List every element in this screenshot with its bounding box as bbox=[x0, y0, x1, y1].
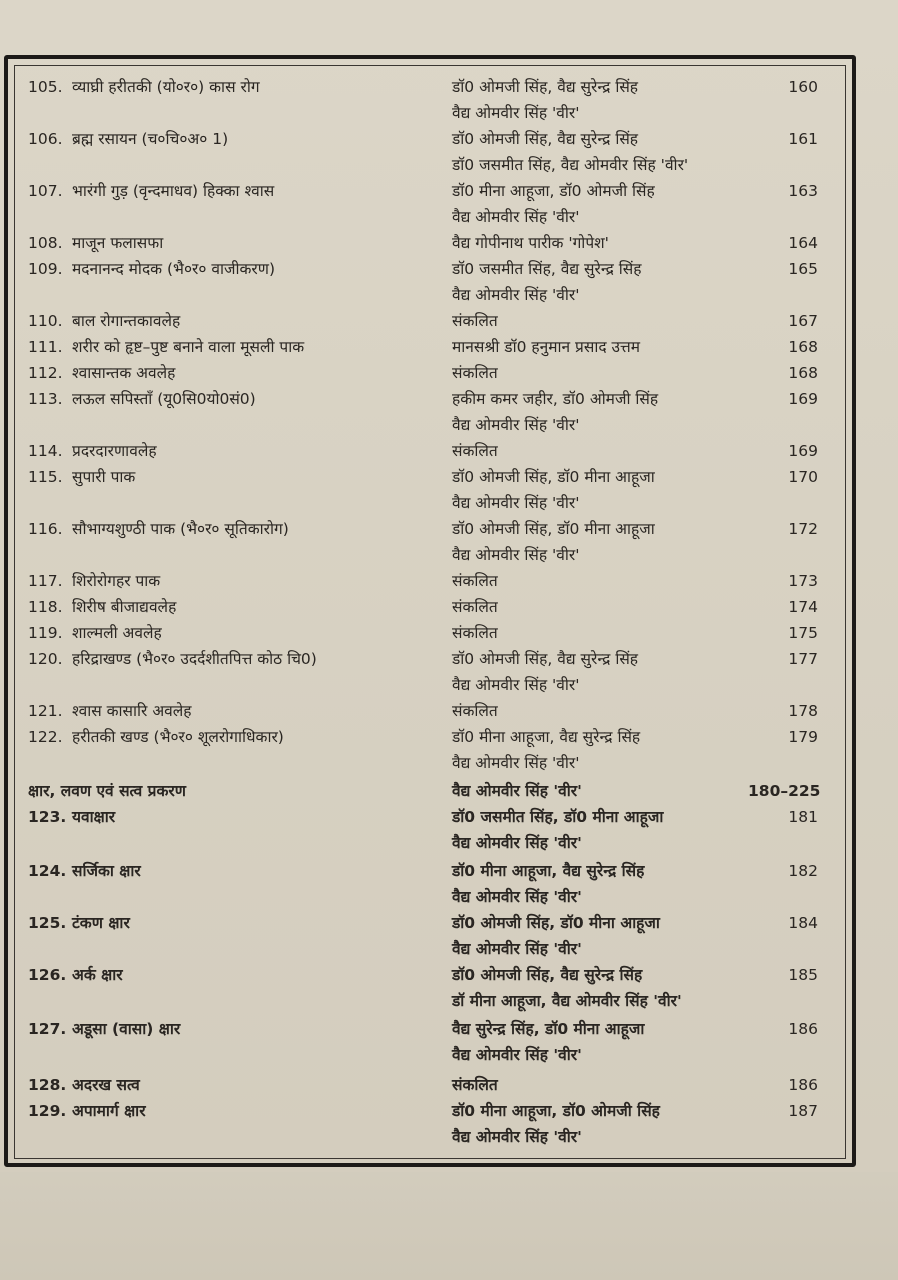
toc-entry bbox=[0, 518, 898, 570]
toc-entry bbox=[0, 1074, 898, 1100]
section-author: वैद्य ओमवीर सिंह 'वीर' bbox=[452, 782, 582, 800]
entry-page-number: 164 bbox=[788, 234, 818, 252]
entry-page-number: 184 bbox=[788, 914, 818, 932]
entry-number: 105. bbox=[28, 78, 63, 96]
toc-entry bbox=[0, 912, 898, 964]
entry-author: डॉ0 जसमीत सिंह, वैद्य ओमवीर सिंह 'वीर' bbox=[452, 156, 689, 174]
entry-page-number: 181 bbox=[788, 808, 818, 826]
entry-number: 128. bbox=[28, 1076, 67, 1094]
entry-author: संकलित bbox=[452, 364, 498, 382]
toc-entry bbox=[0, 1018, 898, 1070]
entry-title: अदरख सत्व bbox=[72, 1076, 140, 1094]
entry-author: वैद्य ओमवीर सिंह 'वीर' bbox=[452, 416, 580, 434]
entry-author: संकलित bbox=[452, 624, 498, 642]
entry-author: संकलित bbox=[452, 1076, 498, 1094]
page-bottom-margin bbox=[0, 1172, 898, 1280]
toc-entry bbox=[0, 860, 898, 912]
entry-author: वैद्य ओमवीर सिंह 'वीर' bbox=[452, 888, 582, 906]
entry-page-number: 175 bbox=[788, 624, 818, 642]
entry-title: सुपारी पाक bbox=[72, 468, 136, 486]
entry-title: शिरीष बीजाद्यवलेह bbox=[72, 598, 177, 616]
toc-entry bbox=[0, 648, 898, 700]
entry-author: वैद्य ओमवीर सिंह 'वीर' bbox=[452, 676, 580, 694]
entry-number: 112. bbox=[28, 364, 63, 382]
entry-author: संकलित bbox=[452, 702, 498, 720]
entry-author: डॉ0 जसमीत सिंह, वैद्य सुरेन्द्र सिंह bbox=[452, 260, 642, 278]
entry-page-number: 173 bbox=[788, 572, 818, 590]
entry-number: 107. bbox=[28, 182, 63, 200]
toc-entry bbox=[0, 388, 898, 440]
toc-entry bbox=[0, 466, 898, 518]
toc-entry bbox=[0, 310, 898, 336]
entry-page-number: 174 bbox=[788, 598, 818, 616]
entry-title: बाल रोगान्तकावलेह bbox=[72, 312, 181, 330]
entry-title: सर्जिका क्षार bbox=[72, 862, 141, 880]
entry-author: डॉ0 ओमजी सिंह, वैद्य सुरेन्द्र सिंह bbox=[452, 130, 639, 148]
entry-title: अपामार्ग क्षार bbox=[72, 1102, 146, 1120]
entry-title: ब्रह्म रसायन (च०चि०अ० 1) bbox=[72, 130, 229, 148]
entry-page-number: 182 bbox=[788, 862, 818, 880]
toc-entry bbox=[0, 258, 898, 310]
entry-title: शिरोरोगहर पाक bbox=[72, 572, 161, 590]
entry-author: वैद्य ओमवीर सिंह 'वीर' bbox=[452, 494, 580, 512]
entry-author: वैद्य सुरेन्द्र सिंह, डॉ0 मीना आहूजा bbox=[452, 1020, 645, 1038]
entry-number: 125. bbox=[28, 914, 67, 932]
toc-entry bbox=[0, 726, 898, 778]
toc-entry bbox=[0, 570, 898, 596]
entry-author: वैद्य ओमवीर सिंह 'वीर' bbox=[452, 1128, 582, 1146]
entry-author: डॉ0 ओमजी सिंह, डॉ0 मीना आहूजा bbox=[452, 468, 655, 486]
entry-number: 127. bbox=[28, 1020, 67, 1038]
entry-number: 114. bbox=[28, 442, 63, 460]
entry-page-number: 187 bbox=[788, 1102, 818, 1120]
toc-entry bbox=[0, 596, 898, 622]
entry-page-number: 160 bbox=[788, 78, 818, 96]
toc-entry bbox=[0, 76, 898, 128]
entry-title: व्याघ्री हरीतकी (यो०र०) कास रोग bbox=[72, 78, 260, 96]
entry-number: 124. bbox=[28, 862, 67, 880]
toc-entry bbox=[0, 700, 898, 726]
entry-page-number: 167 bbox=[788, 312, 818, 330]
entry-number: 120. bbox=[28, 650, 63, 668]
entry-number: 122. bbox=[28, 728, 63, 746]
toc-entry bbox=[0, 180, 898, 232]
entry-author: डॉ0 ओमजी सिंह, वैद्य सुरेन्द्र सिंह bbox=[452, 650, 639, 668]
entry-title: श्वासान्तक अवलेह bbox=[72, 364, 176, 382]
entry-page-number: 179 bbox=[788, 728, 818, 746]
entry-number: 118. bbox=[28, 598, 63, 616]
entry-author: वैद्य ओमवीर सिंह 'वीर' bbox=[452, 834, 582, 852]
entry-author: वैद्य ओमवीर सिंह 'वीर' bbox=[452, 940, 582, 958]
entry-page-number: 177 bbox=[788, 650, 818, 668]
section-page-range: 180–225 bbox=[748, 782, 821, 800]
entry-page-number: 172 bbox=[788, 520, 818, 538]
entry-page-number: 168 bbox=[788, 338, 818, 356]
entry-title: प्रदरदारणावलेह bbox=[72, 442, 157, 460]
toc-entry bbox=[0, 806, 898, 858]
section-title: क्षार, लवण एवं सत्व प्रकरण bbox=[28, 782, 186, 800]
entry-title: अर्क क्षार bbox=[72, 966, 123, 984]
entry-author: डॉ0 ओमजी सिंह, डॉ0 मीना आहूजा bbox=[452, 520, 655, 538]
entry-title: लऊल सपिस्ताँ (यू0सि0यो0सं0) bbox=[72, 390, 256, 408]
section-heading bbox=[0, 780, 898, 806]
entry-number: 111. bbox=[28, 338, 63, 356]
entry-author: डॉ0 मीना आहूजा, वैद्य सुरेन्द्र सिंह bbox=[452, 728, 641, 746]
entry-page-number: 185 bbox=[788, 966, 818, 984]
entry-page-number: 168 bbox=[788, 364, 818, 382]
entry-title: टंकण क्षार bbox=[72, 914, 130, 932]
entry-author: संकलित bbox=[452, 598, 498, 616]
entry-author: संकलित bbox=[452, 442, 498, 460]
entry-number: 109. bbox=[28, 260, 63, 278]
entry-title: अडूसा (वासा) क्षार bbox=[72, 1020, 181, 1038]
entry-title: हरिद्राखण्ड (भै०र० उदर्दशीतपित्त कोठ चि0) bbox=[72, 650, 317, 668]
entry-number: 108. bbox=[28, 234, 63, 252]
toc-entry bbox=[0, 440, 898, 466]
entry-author: हकीम कमर जहीर, डॉ0 ओमजी सिंह bbox=[452, 390, 659, 408]
entry-number: 115. bbox=[28, 468, 63, 486]
entry-author: मानसश्री डॉ0 हनुमान प्रसाद उत्तम bbox=[452, 338, 640, 356]
entry-author: संकलित bbox=[452, 312, 498, 330]
entry-title: शाल्मली अवलेह bbox=[72, 624, 162, 642]
entry-author: वैद्य ओमवीर सिंह 'वीर' bbox=[452, 754, 580, 772]
entry-author: डॉ0 ओमजी सिंह, डॉ0 मीना आहूजा bbox=[452, 914, 660, 932]
entry-author: वैद्य ओमवीर सिंह 'वीर' bbox=[452, 104, 580, 122]
entry-page-number: 169 bbox=[788, 442, 818, 460]
entry-author: वैद्य गोपीनाथ पारीक 'गोपेश' bbox=[452, 234, 609, 252]
entry-author: वैद्य ओमवीर सिंह 'वीर' bbox=[452, 286, 580, 304]
entry-number: 117. bbox=[28, 572, 63, 590]
entry-title: श्वास कासारि अवलेह bbox=[72, 702, 192, 720]
entry-author: संकलित bbox=[452, 572, 498, 590]
entry-title: माजून फलासफा bbox=[72, 234, 164, 252]
toc-entry bbox=[0, 964, 898, 1016]
entry-author: डॉ0 जसमीत सिंह, डॉ0 मीना आहूजा bbox=[452, 808, 664, 826]
entry-page-number: 161 bbox=[788, 130, 818, 148]
entry-number: 123. bbox=[28, 808, 67, 826]
entry-number: 119. bbox=[28, 624, 63, 642]
entry-page-number: 186 bbox=[788, 1076, 818, 1094]
toc-entry bbox=[0, 232, 898, 258]
entry-author: डॉ मीना आहूजा, वैद्य ओमवीर सिंह 'वीर' bbox=[452, 992, 682, 1010]
entry-title: सौभाग्यशुण्ठी पाक (भै०र० सूतिकारोग) bbox=[72, 520, 289, 538]
entry-author: डॉ0 मीना आहूजा, डॉ0 ओमजी सिंह bbox=[452, 182, 655, 200]
entry-title: भारंगी गुड़ (वृन्दमाधव) हिक्का श्वास bbox=[72, 182, 275, 200]
entry-author: डॉ0 मीना आहूजा, डॉ0 ओमजी सिंह bbox=[452, 1102, 660, 1120]
entry-page-number: 169 bbox=[788, 390, 818, 408]
toc-entry bbox=[0, 1100, 898, 1152]
entry-number: 116. bbox=[28, 520, 63, 538]
entry-title: शरीर को हृष्ट–पुष्ट बनाने वाला मूसली पाक bbox=[72, 338, 305, 356]
entry-number: 110. bbox=[28, 312, 63, 330]
entry-title: मदनानन्द मोदक (भै०र० वाजीकरण) bbox=[72, 260, 275, 278]
entry-author: डॉ0 मीना आहूजा, वैद्य सुरेन्द्र सिंह bbox=[452, 862, 645, 880]
entry-page-number: 186 bbox=[788, 1020, 818, 1038]
entry-author: डॉ0 ओमजी सिंह, वैद्य सुरेन्द्र सिंह bbox=[452, 966, 643, 984]
entry-number: 106. bbox=[28, 130, 63, 148]
entry-author: डॉ0 ओमजी सिंह, वैद्य सुरेन्द्र सिंह bbox=[452, 78, 639, 96]
entry-number: 121. bbox=[28, 702, 63, 720]
toc-entry bbox=[0, 336, 898, 362]
entry-page-number: 163 bbox=[788, 182, 818, 200]
toc-entry bbox=[0, 128, 898, 180]
toc-entry bbox=[0, 622, 898, 648]
entry-number: 126. bbox=[28, 966, 67, 984]
entry-author: वैद्य ओमवीर सिंह 'वीर' bbox=[452, 1046, 582, 1064]
entry-page-number: 178 bbox=[788, 702, 818, 720]
entry-number: 129. bbox=[28, 1102, 67, 1120]
entry-page-number: 165 bbox=[788, 260, 818, 278]
entry-title: हरीतकी खण्ड (भै०र० शूलरोगाधिकार) bbox=[72, 728, 284, 746]
entry-page-number: 170 bbox=[788, 468, 818, 486]
entry-author: वैद्य ओमवीर सिंह 'वीर' bbox=[452, 208, 580, 226]
toc-entry bbox=[0, 362, 898, 388]
entry-author: वैद्य ओमवीर सिंह 'वीर' bbox=[452, 546, 580, 564]
entry-number: 113. bbox=[28, 390, 63, 408]
entry-title: यवाक्षार bbox=[72, 808, 116, 826]
